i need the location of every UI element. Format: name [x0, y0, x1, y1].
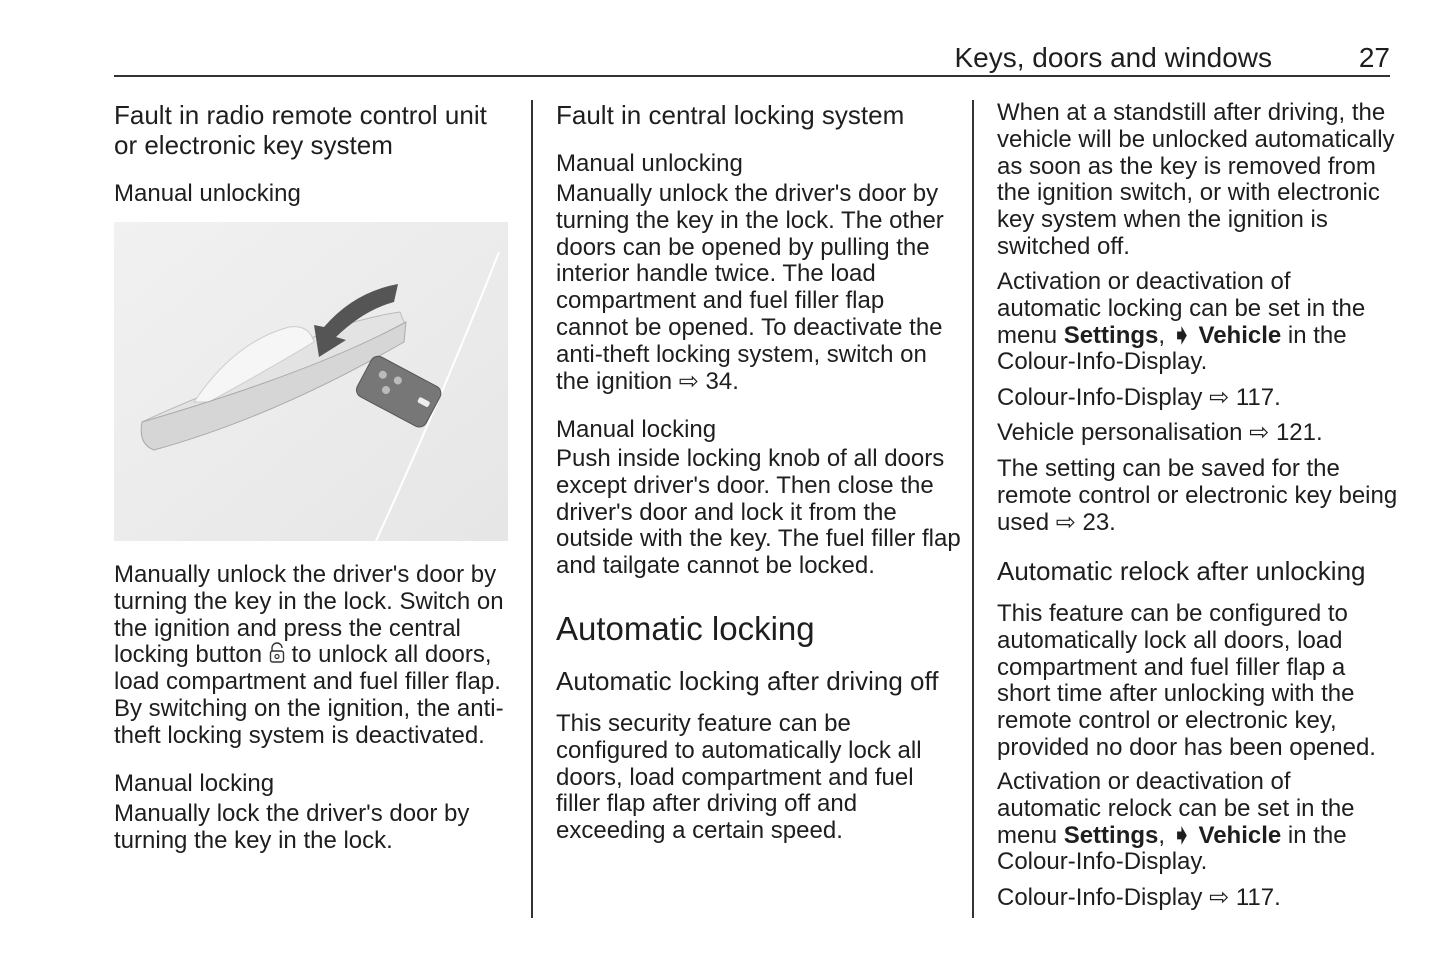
paragraph	[997, 885, 1281, 912]
text-line: Vehicle personalisation ⇨ 121.	[997, 419, 1323, 446]
paragraph	[114, 562, 504, 750]
text-line	[997, 823, 1355, 850]
section-heading	[997, 556, 1366, 586]
text-line: Fault in central locking system	[556, 100, 905, 130]
text-line: doors, load compartment and fuel	[556, 763, 914, 791]
text-line: Manually lock the driver's door by	[114, 800, 470, 827]
paragraph	[556, 181, 944, 395]
text-line: driver's door and lock it from the	[556, 498, 897, 526]
text-line: or electronic key system	[114, 130, 393, 160]
column-divider	[972, 100, 974, 918]
paragraph	[997, 385, 1281, 412]
text-line: Manual locking	[114, 770, 275, 797]
text-line: the ignition ⇨ 34.	[556, 367, 739, 395]
text-line: turning the key in the lock.	[114, 826, 393, 854]
text-segment: ,	[1158, 821, 1172, 849]
menu-path-bold: Settings	[1063, 821, 1159, 849]
menu-path-bold: Settings	[1063, 321, 1159, 349]
text-segment: in the	[1281, 321, 1347, 349]
text-line: switched off.	[997, 232, 1130, 260]
lock-button-icon	[269, 641, 285, 668]
paragraph	[997, 269, 1365, 376]
text-line: turning the key in the lock. Switch on	[114, 587, 504, 615]
text-line: Fault in radio remote control unit	[114, 100, 487, 130]
text-line: interior handle twice. The load	[556, 260, 876, 288]
text-segment: locking button	[114, 641, 269, 669]
text-line: The setting can be saved for the	[997, 455, 1340, 482]
text-line: Colour-Info-Display ⇨ 117.	[997, 884, 1281, 911]
section-heading	[556, 100, 904, 130]
text-line: Colour-Info-Display.	[997, 848, 1208, 876]
text-line: Manually unlock the driver's door by	[556, 180, 939, 207]
text-line: This feature can be configured to	[997, 600, 1348, 627]
text-line: short time after unlocking with the	[997, 680, 1355, 708]
text-line: When at a standstill after driving, the	[997, 99, 1386, 126]
text-line: the ignition switch, or with electronic	[997, 179, 1380, 207]
menu-path-bold: ➧ Vehicle	[1171, 821, 1282, 849]
text-line: load compartment and fuel filler flap.	[114, 668, 501, 696]
text-line: Automatic relock after unlocking	[997, 556, 1366, 586]
text-line: automatic relock can be set in the	[997, 794, 1355, 822]
text-line: and tailgate cannot be locked.	[556, 552, 875, 580]
text-line: except driver's door. Then close the	[556, 471, 934, 499]
text-line: turning the key in the lock. The other	[556, 206, 944, 234]
text-line: vehicle will be unlocked automatically	[997, 125, 1395, 153]
section-heading	[556, 666, 938, 696]
text-line: the ignition and press the central	[114, 614, 461, 642]
header-divider	[114, 75, 1390, 77]
text-line: This security feature can be	[556, 710, 851, 737]
text-line: Manual unlocking	[556, 150, 743, 177]
paragraph	[556, 711, 922, 845]
text-line: Manual locking	[556, 416, 717, 443]
page-number: 27	[1358, 42, 1390, 73]
text-line: Activation or deactivation of	[997, 268, 1291, 295]
text-line: compartment and fuel filler flap a	[997, 653, 1346, 681]
text-line: Push inside locking knob of all doors	[556, 445, 945, 472]
text-line: Colour-Info-Display ⇨ 117.	[997, 384, 1281, 411]
text-line: Manually unlock the driver's door by	[114, 561, 497, 588]
door-handle-key-illustration	[114, 222, 508, 541]
text-line: exceeding a certain speed.	[556, 817, 843, 845]
paragraph	[997, 100, 1395, 261]
paragraph	[997, 601, 1376, 762]
text-line: anti-theft locking system, switch on	[556, 340, 927, 368]
paragraph	[114, 801, 469, 855]
text-line: key system when the ignition is	[997, 206, 1328, 234]
text-line: Manual unlocking	[114, 180, 301, 207]
text-line: Automatic locking	[556, 610, 815, 647]
text-segment: ,	[1158, 321, 1172, 349]
text-line: Automatic locking after driving off	[556, 666, 939, 696]
section-title: Keys, doors and windows	[954, 42, 1272, 73]
text-line: cannot be opened. To deactivate the	[556, 313, 943, 341]
column-divider	[531, 100, 533, 918]
menu-path-bold: ➧ Vehicle	[1171, 321, 1282, 349]
text-line: compartment and fuel filler flap	[556, 287, 885, 315]
text-line: filler flap after driving off and	[556, 790, 858, 818]
subheading	[556, 417, 716, 444]
text-line: configured to automatically lock all	[556, 736, 922, 764]
paragraph	[997, 769, 1355, 876]
text-line: outside with the key. The fuel filler flap	[556, 525, 961, 553]
text-line	[997, 323, 1365, 350]
text-line: automatic locking can be set in the	[997, 294, 1366, 322]
paragraph	[556, 446, 961, 580]
text-segment: menu	[997, 321, 1064, 349]
paragraph	[997, 420, 1323, 447]
text-line: as soon as the key is removed from	[997, 152, 1376, 180]
subheading	[556, 151, 743, 178]
paragraph	[997, 456, 1397, 536]
text-line: Activation or deactivation of	[997, 768, 1291, 795]
section-heading	[114, 100, 487, 160]
subheading	[114, 771, 274, 798]
text-segment: menu	[997, 821, 1064, 849]
text-line: remote control or electronic key,	[997, 707, 1337, 735]
text-line: provided no door has been opened.	[997, 733, 1376, 761]
text-line: theft locking system is deactivated.	[114, 721, 485, 749]
text-line: Colour-Info-Display.	[997, 348, 1208, 376]
chapter-heading	[556, 610, 815, 648]
text-line: used ⇨ 23.	[997, 508, 1116, 536]
text-line: By switching on the ignition, the anti-	[114, 694, 504, 722]
text-segment: to unlock all doors,	[284, 641, 492, 669]
text-line: doors can be opened by pulling the	[556, 233, 930, 261]
subheading	[114, 181, 301, 208]
text-line: remote control or electronic key being	[997, 481, 1398, 509]
text-segment: in the	[1281, 821, 1347, 849]
text-line: automatically lock all doors, load	[997, 626, 1343, 654]
text-line	[114, 642, 504, 669]
